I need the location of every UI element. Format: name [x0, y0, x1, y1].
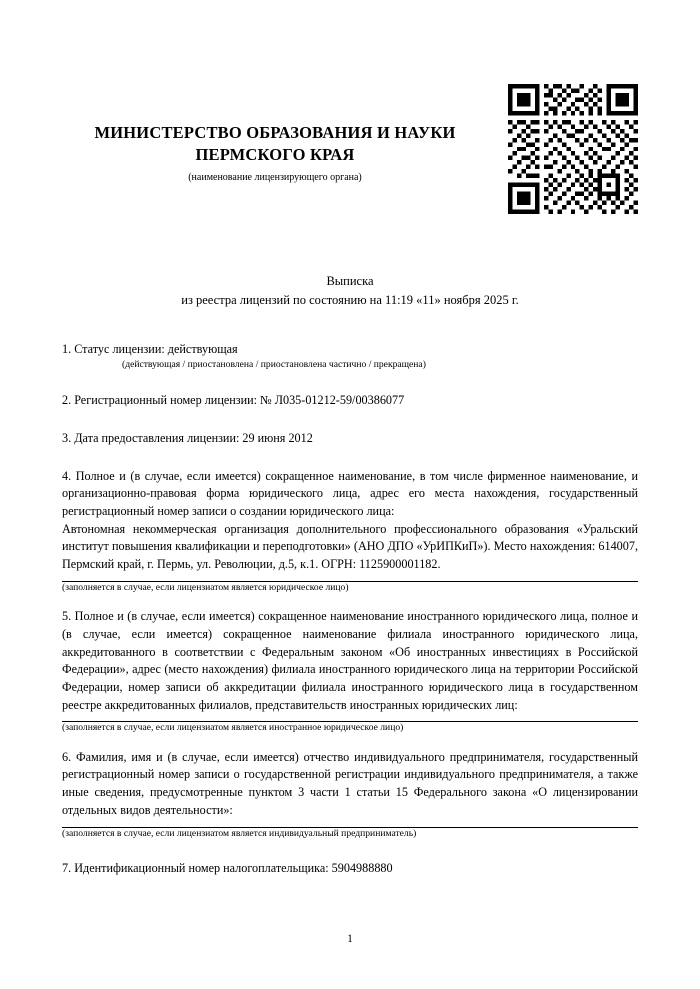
item-reg-number-text: 2. Регистрационный номер лицензии: № Л035-01212-59/00386077 [62, 393, 405, 408]
org-name-line2: ПЕРМСКОГО КРАЯ [195, 144, 355, 164]
item-legal-entity-value: Автономная некоммерческая организация дополнительного профессионального образования «Уральский институт повышения квалификации и переподготовки» (АНО ДПО «УрИПКиП»). Место нахождения: 614007, Пермский край, г. Пермь, ул. Революции, д.5, к.1. ОГРН: 1125900001182. [62, 521, 638, 572]
org-name-line1: МИНИСТЕРСТВО ОБРАЗОВАНИЯ И НАУКИ [94, 123, 456, 142]
item-foreign-entity [62, 608, 638, 735]
qr-code-image [508, 84, 638, 214]
org-name-note: (наименование лицензирующего органа) [188, 171, 362, 183]
item-reg-number [62, 392, 638, 410]
document-title [62, 272, 638, 311]
item-individual-entrepreneur-caption: (заполняется в случае, если лицензиатом является индивидуальный предприниматель) [62, 827, 417, 839]
item-foreign-entity-text: 5. Полное и (в случае, если имеется) сокращенное наименование иностранного юридического лица, полное и (в случае, если имеется) сокращенное наименование филиала иностранного юридического лица, аккредитованного в соответствии с Федеральным законом «Об иностранных инвестициях в Российской Федерации», адрес (место нахождения) филиала иностранного юридического лица на территории Российской Федерации, номер записи об аккредитации филиала иностранного юридического лица в государственном реестре аккредитованных филиалов, представительств иностранных юридических лиц: [62, 609, 638, 712]
page-title [62, 122, 488, 166]
page-number: 1 [347, 933, 353, 945]
item-status-caption: (действующая / приостановлена / приостановлена частично / прекращена) [122, 359, 426, 371]
item-legal-entity-text: 4. Полное и (в случае, если имеется) сокращенное наименование, в том числе фирменное наименование, и организационно-правовая форма юридического лица, адрес его места нахождения, государственный регистрационный номер записи о создании юридического лица: [62, 468, 638, 518]
item-legal-entity [62, 468, 638, 595]
item-foreign-entity-caption: (заполняется в случае, если лицензиатом является иностранное юридическое лицо) [62, 722, 404, 734]
item-issue-date [62, 430, 638, 448]
item-legal-entity-caption: (заполняется в случае, если лицензиатом является юридическое лицо) [62, 581, 349, 593]
doc-title-line2: из реестра лицензий по состоянию на 11:19 «11» ноября 2025 г. [181, 293, 519, 308]
item-individual-entrepreneur-text: 6. Фамилия, имя и (в случае, если имеется) отчество индивидуального предпринимателя, государственный регистрационный номер записи о государственной регистрации индивидуального предпринимателя, а также иные сведения, предусмотренные пунктом 3 части 1 статьи 15 Федерального закона «О лицензировании отдельных видов деятельности»: [62, 749, 638, 817]
item-inn [62, 860, 638, 878]
item-inn-text: 7. Идентификационный номер налогоплательщика: 5904988880 [62, 861, 393, 875]
item-individual-entrepreneur [62, 749, 638, 840]
qr-code [508, 84, 638, 214]
document-items [62, 341, 638, 878]
item-status [62, 341, 638, 373]
item-issue-date-text: 3. Дата предоставления лицензии: 29 июня 2012 [62, 430, 313, 445]
doc-title-line1: Выписка [326, 273, 374, 288]
item-status-text: 1. Статус лицензии: действующая [62, 341, 238, 356]
